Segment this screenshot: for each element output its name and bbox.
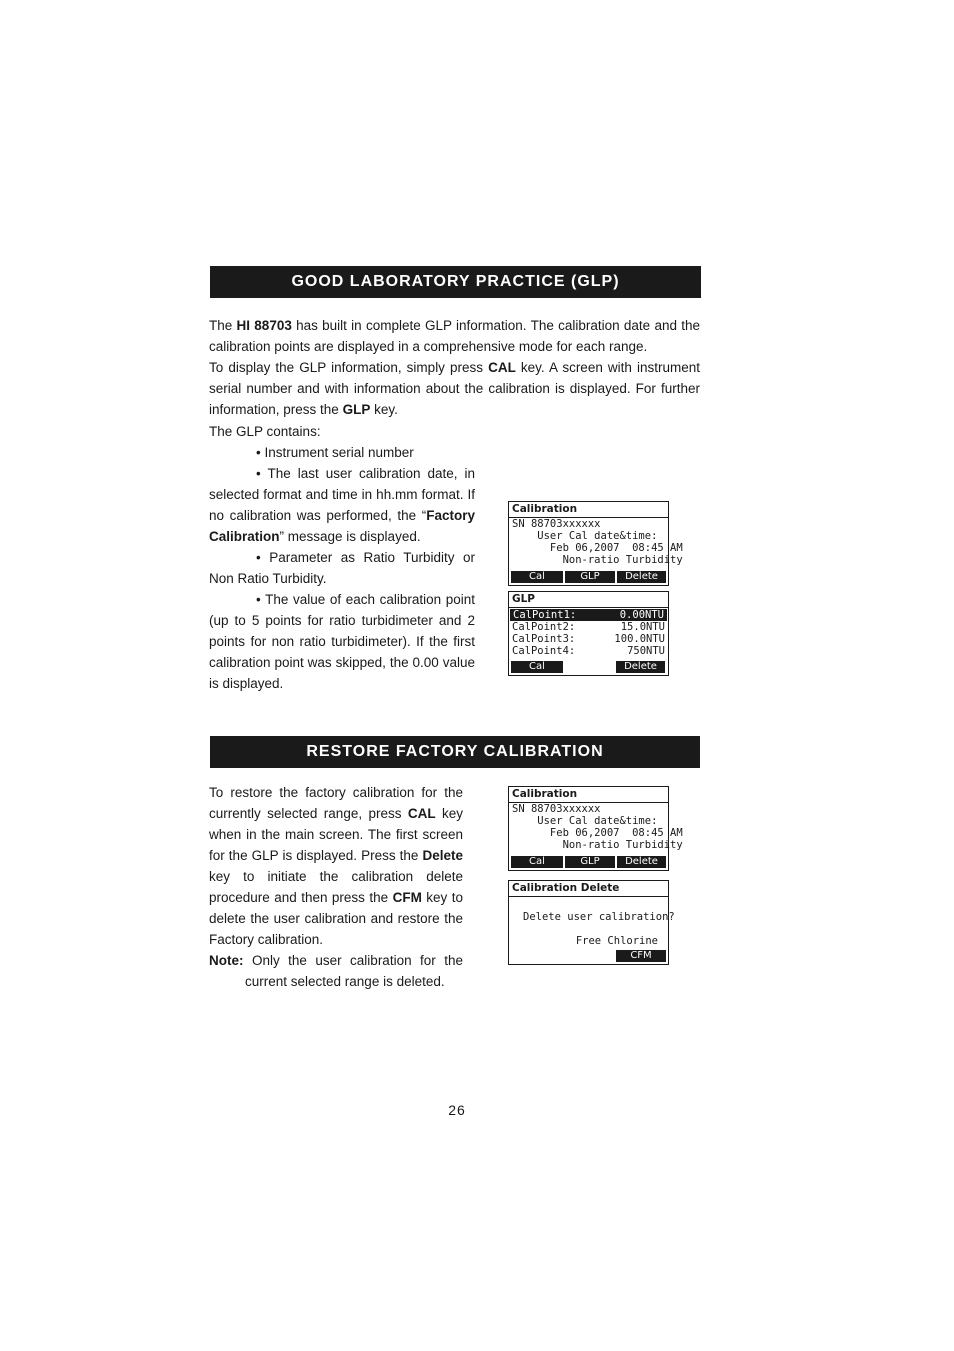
- glp-softkey[interactable]: GLP: [565, 856, 615, 868]
- bullet-parameter: • Parameter as Ratio Turbidity or Non Ratio Turbidity.: [209, 550, 475, 586]
- factory-calibration-ref: Factory Calibration: [209, 508, 475, 544]
- calibration-screen-1: [508, 501, 683, 586]
- bullet-date: • The last user calibration date, in selected format and time in hh.mm format. If no calibration was performed, the “Factory Calibration” message is displayed.: [209, 466, 475, 544]
- delete-softkey[interactable]: Delete: [617, 856, 666, 868]
- user-cal-line: User Cal date&time:: [512, 530, 658, 542]
- glp-section-header: [210, 266, 701, 298]
- cal-point-row: CalPoint2: 15.0NTU: [512, 621, 665, 633]
- note-label: Note:: [209, 953, 244, 968]
- delete-softkey[interactable]: Delete: [616, 661, 665, 673]
- calibration-screen-2: [508, 786, 683, 871]
- softkey-bar: [511, 950, 666, 962]
- cal-key-ref: CAL: [488, 360, 516, 375]
- softkey-bar: [511, 856, 666, 868]
- screen-title: GLP: [509, 592, 668, 608]
- glp-header-text: GOOD LABORATORY PRACTICE (GLP): [291, 273, 620, 290]
- glp-intro: [209, 315, 700, 420]
- cal-date-line: Feb 06,2007 08:45 AM: [512, 542, 683, 554]
- restore-section-header: [210, 736, 700, 768]
- softkey-bar: [511, 571, 666, 583]
- page-number: 26: [448, 1102, 466, 1118]
- restore-instructions: [209, 782, 463, 992]
- cfm-key-ref: CFM: [392, 890, 422, 905]
- cal-softkey[interactable]: Cal: [511, 661, 563, 673]
- glp-screen: [508, 591, 669, 676]
- parameter-line: Non-ratio Turbidity: [512, 839, 683, 851]
- cal-key-ref: CAL: [407, 806, 436, 821]
- cal-point-row: CalPoint4: 750NTU: [512, 645, 665, 657]
- cal-point-row: CalPoint3: 100.0NTU: [512, 633, 665, 645]
- restore-paragraph: To restore the factory calibration for the currently selected range, press CAL key when in the main screen. The first screen for the GLP is displayed. Press the Delete key to initiate the calibration delete procedure and then press the CFM key to delete the user calibration and restore the Factory calibration.: [209, 785, 463, 947]
- user-cal-line: User Cal date&time:: [512, 815, 658, 827]
- screen-title: Calibration: [509, 502, 668, 518]
- glp-softkey[interactable]: GLP: [565, 571, 615, 583]
- cal-date-line: Feb 06,2007 08:45 AM: [512, 827, 683, 839]
- serial-number-line: SN 88703xxxxxx: [512, 518, 601, 530]
- serial-number-line: SN 88703xxxxxx: [512, 803, 601, 815]
- restore-header-text: RESTORE FACTORY CALIBRATION: [306, 743, 604, 760]
- model-name: HI 88703: [236, 318, 292, 333]
- cal-softkey[interactable]: Cal: [511, 571, 563, 583]
- screen-title: Calibration: [509, 787, 668, 803]
- restore-note: Note: Only the user calibration for the current selected range is deleted.: [209, 953, 463, 989]
- delete-softkey[interactable]: Delete: [617, 571, 666, 583]
- softkey-bar: [511, 661, 666, 673]
- cal-softkey[interactable]: Cal: [511, 856, 563, 868]
- bullet-cal-points: • The value of each calibration point (up to 5 points for ratio turbidimeter and 2 points for non ratio turbidimeter). If the first calibration point was skipped, the 0.00 value is displayed.: [209, 592, 475, 691]
- glp-contents-list: [209, 421, 475, 694]
- screen-title: Calibration Delete: [509, 881, 668, 897]
- bullet-serial: • Instrument serial number: [256, 445, 414, 460]
- calibration-delete-screen: [508, 880, 675, 965]
- glp-intro-paragraph-2: To display the GLP information, simply press CAL key. A screen with instrument serial number and with information about the calibration is displayed. For further information, press the GLP key.: [209, 360, 701, 417]
- glp-contains-label: The GLP contains:: [209, 424, 321, 439]
- glp-key-ref: GLP: [342, 402, 371, 417]
- glp-intro-paragraph-1: The HI 88703 has built in complete GLP information. The calibration date and the calibration points are displayed in a comprehensive mode for each range.: [209, 318, 700, 354]
- range-name: Free Chlorine: [575, 935, 658, 947]
- parameter-line: Non-ratio Turbidity: [512, 554, 683, 566]
- delete-question: Delete user calibration?: [523, 911, 675, 923]
- cal-point-row-selected: CalPoint1: 0.00NTU: [510, 609, 667, 621]
- cfm-softkey[interactable]: CFM: [616, 950, 666, 962]
- delete-key-ref: Delete: [422, 848, 463, 863]
